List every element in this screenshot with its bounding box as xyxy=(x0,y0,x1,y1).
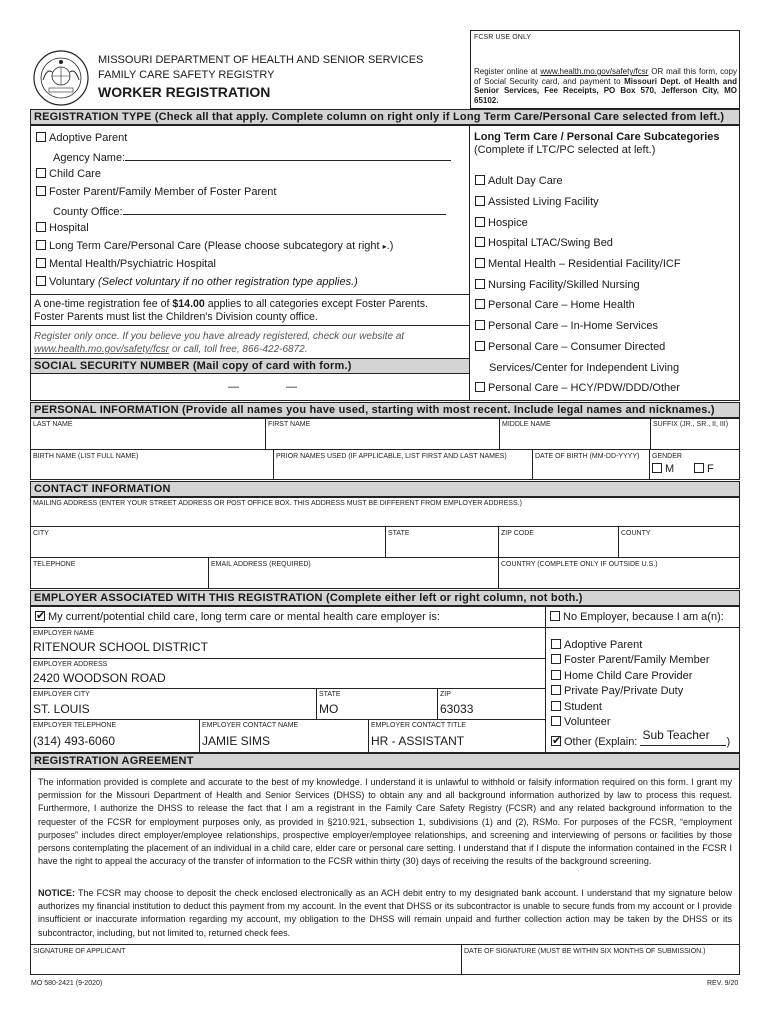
signature-col xyxy=(461,944,462,975)
county-office-label: County Office: xyxy=(53,206,123,218)
mh-residential-label: Mental Health – Residential Facility/ICF xyxy=(488,258,681,270)
check-mh-residential[interactable] xyxy=(475,258,681,270)
gender-female-option[interactable] xyxy=(694,463,714,475)
checkbox[interactable] xyxy=(475,320,485,330)
employer-heading: EMPLOYER ASSOCIATED WITH THIS REGISTRATION (Complete either left or right column, not both.) xyxy=(30,590,740,606)
employer-contact-name-label: EMPLOYER CONTACT NAME xyxy=(202,722,299,729)
no-emp-home-child-care[interactable] xyxy=(551,670,692,682)
ltc-suffix: .) xyxy=(386,240,394,252)
contact-col-4 xyxy=(208,557,209,589)
pc-in-home-label: Personal Care – In-Home Services xyxy=(488,320,658,332)
registration-type-heading: REGISTRATION TYPE (Check all that apply. Complete column on right only if Long Term Care/Personal Care selected from left.) xyxy=(30,109,740,125)
no-emp-foster-parent[interactable] xyxy=(551,654,709,666)
arrow-right-icon: ▸ xyxy=(382,242,387,251)
no-employer-option[interactable] xyxy=(550,611,724,623)
checkbox[interactable] xyxy=(694,463,704,473)
register-once-text: Register only once. If you believe you have already registered, check our website at xyxy=(34,331,405,342)
department-name: MISSOURI DEPARTMENT OF HEALTH AND SENIOR SERVICES xyxy=(98,54,424,66)
no-emp-adoptive-parent[interactable] xyxy=(551,639,642,651)
ltc-subcategories-subtitle: (Complete if LTC/PC selected at left.) xyxy=(474,144,656,156)
checkbox[interactable] xyxy=(475,175,485,185)
other-explain-value: Sub Teacher xyxy=(642,728,710,742)
check-adoptive-parent[interactable] xyxy=(36,132,127,144)
long-term-care-label: Long Term Care/Personal Care (Please choose subcategory at right xyxy=(49,240,380,252)
county-label: COUNTY xyxy=(621,530,651,537)
notice-paragraph xyxy=(38,887,732,940)
register-once-info xyxy=(34,330,404,356)
check-mental-health[interactable] xyxy=(36,258,216,270)
pc-home-health-label: Personal Care – Home Health xyxy=(488,299,635,311)
employer-address-value[interactable]: 2420 WOODSON ROAD xyxy=(33,671,166,685)
personal-info-heading: PERSONAL INFORMATION (Provide all names you have used, starting with most recent. Include legal names and nicknames.) xyxy=(30,402,740,418)
employer-col-d xyxy=(368,719,369,753)
notice-text: The FCSR may choose to deposit the check enclosed electronically as an ACH debit entry to my designated bank account. I understand that my signature below authorizes my financial institution to deduct this payment from my account. In the event that DHSS or its subcontractor is unable to secure funds from my account or I provide insufficient or inaccurate information regarding my account, my obligation to the DHSS will remain unpaid and further collection action may be taken by the DHSS or its subcontractor, including, but not limited to, returned check fees. xyxy=(38,888,732,938)
register-text-2: OR mail this form, copy of Social Security card, and payment to xyxy=(474,67,737,86)
birth-name-label: BIRTH NAME (LIST FULL NAME) xyxy=(33,453,139,460)
check-long-term-care[interactable] xyxy=(36,240,393,252)
no-emp-student-label: Student xyxy=(564,701,602,713)
agreement-heading: REGISTRATION AGREEMENT xyxy=(30,753,740,769)
signature-field[interactable] xyxy=(33,958,453,972)
form-title: WORKER REGISTRATION xyxy=(98,84,271,100)
hospice-label: Hospice xyxy=(488,217,528,229)
voluntary-note: (Select voluntary if no other registration type applies.) xyxy=(97,276,358,288)
personal-row-divider xyxy=(30,449,740,450)
no-emp-volunteer[interactable] xyxy=(551,716,610,728)
notice-label: NOTICE: xyxy=(38,888,75,898)
checkbox[interactable] xyxy=(36,276,46,286)
register-url-link[interactable]: www.health.mo.gov/safety/fcsr xyxy=(540,67,649,76)
no-emp-adoptive-label: Adoptive Parent xyxy=(564,639,643,651)
checkbox[interactable] xyxy=(551,685,561,695)
registry-name: FAMILY CARE SAFETY REGISTRY xyxy=(98,69,275,81)
employer-zip-value[interactable]: 63033 xyxy=(440,702,474,716)
city-label: CITY xyxy=(33,530,49,537)
no-emp-private-pay-label: Private Pay/Private Duty xyxy=(564,685,684,697)
employer-telephone-label: EMPLOYER TELEPHONE xyxy=(33,722,117,729)
middle-name-label: MIDDLE NAME xyxy=(502,421,551,428)
employer-contact-title-label: EMPLOYER CONTACT TITLE xyxy=(371,722,466,729)
fee-amount: $14.00 xyxy=(172,298,205,310)
first-name-label: FIRST NAME xyxy=(268,421,311,428)
check-hospital-ltac[interactable] xyxy=(475,237,613,249)
prior-names-label: PRIOR NAMES USED (IF APPLICABLE, LIST FIRST AND LAST NAMES) xyxy=(276,453,507,460)
child-care-label: Child Care xyxy=(49,168,101,180)
no-emp-foster-label: Foster Parent/Family Member xyxy=(564,654,710,666)
checkbox[interactable] xyxy=(551,670,561,680)
check-adult-day-care[interactable] xyxy=(475,175,563,187)
adoptive-parent-label: Adoptive Parent xyxy=(49,132,128,144)
agency-name-field[interactable] xyxy=(53,150,451,164)
employer-telephone-value[interactable]: (314) 493-6060 xyxy=(33,734,116,748)
no-emp-volunteer-label: Volunteer xyxy=(564,716,611,728)
my-employer-label: My current/potential child care, long term care or mental health care employer is: xyxy=(48,611,440,623)
register-instructions xyxy=(474,67,737,105)
employer-contact-name-value[interactable]: JAMIE SIMS xyxy=(202,734,271,748)
mental-health-label: Mental Health/Psychiatric Hospital xyxy=(49,258,216,270)
contact-info-heading: CONTACT INFORMATION xyxy=(30,481,740,497)
check-pc-in-home[interactable] xyxy=(475,320,658,332)
mailing-address-label: MAILING ADDRESS (ENTER YOUR STREET ADDRESS OR POST OFFICE BOX. THIS ADDRESS MUST BE DIFFERENT FROM EMPLOYER ADDRESS.) xyxy=(33,500,522,507)
checkbox[interactable] xyxy=(475,382,485,392)
gender-label: GENDER xyxy=(652,453,682,460)
no-emp-home-child-care-label: Home Child Care Provider xyxy=(564,670,693,682)
signature-divider xyxy=(30,944,740,945)
checkbox[interactable] xyxy=(475,299,485,309)
ssn-heading: SOCIAL SECURITY NUMBER (Mail copy of card with form.) xyxy=(30,358,470,374)
no-emp-private-pay[interactable] xyxy=(551,685,683,697)
consumer-directed-line2: Services/Center for Independent Living xyxy=(489,362,680,374)
fee-divider xyxy=(30,294,469,295)
telephone-label: TELEPHONE xyxy=(33,561,76,568)
checkbox[interactable] xyxy=(36,222,46,232)
check-hospital[interactable] xyxy=(36,222,89,234)
personal-col-6 xyxy=(649,449,650,480)
checkbox[interactable] xyxy=(36,240,46,250)
employer-state-label: STATE xyxy=(319,691,341,698)
gender-m-label: M xyxy=(665,463,675,475)
checkbox[interactable] xyxy=(551,654,561,664)
employer-state-value[interactable]: MO xyxy=(319,702,339,716)
checkbox[interactable] xyxy=(475,341,485,351)
ssn-dash-2: — xyxy=(286,381,297,393)
other-close-paren: ) xyxy=(726,736,731,748)
contact-col-1 xyxy=(385,526,386,557)
checkbox[interactable] xyxy=(36,186,46,196)
check-nursing-facility[interactable] xyxy=(475,279,640,291)
employer-address-label: EMPLOYER ADDRESS xyxy=(33,661,108,668)
employer-row-1 xyxy=(30,658,545,659)
employer-row-2 xyxy=(30,688,545,689)
checkbox[interactable] xyxy=(550,611,560,621)
mail-address: Missouri Dept. of Health and Senior Services, Fee Receipts, PO Box 570, Jefferson City, MO 65102. xyxy=(474,76,738,105)
county-office-field[interactable] xyxy=(53,204,446,218)
pc-consumer-directed-label: Personal Care – Consumer Directed xyxy=(488,341,666,353)
check-foster-parent[interactable] xyxy=(36,186,276,198)
fee-text-1: A one-time registration fee of xyxy=(34,298,170,310)
state-label: STATE xyxy=(388,530,410,537)
agreement-paragraph: The information provided is complete and accurate to the best of my knowledge. I understand it is unlawful to withhold or falsify information required on this form. I grant my permission for the Missouri Department of Health and Senior Services (DHSS) to obtain any and all background information authorized by law to process this request. Furthermore, I authorize the DHSS to release the fact that I am a registrant in the Family Care Safety Registry (FCSR) and any related background information to the requester of the FCSR for employment purposes only, as provided in §210.921, subsection 1, subdivisions (1) and (2), RSMo. For purposes of the FCSR, “employment purposes” includes direct employer/employee relationships, prospective employer/employee relationships, and screening and interviewing of persons or facilities by those persons contemplating the placement of an individual in a child care, elder care or personal care setting. I understand that if I dispute the information contained in the FCSR I have the right to appeal the accuracy of the transfer of information to the FCSR within thirty (30) days of receiving the results of the background screening. xyxy=(38,777,732,867)
checkbox[interactable] xyxy=(475,279,485,289)
contact-col-3 xyxy=(618,526,619,557)
register-once-link[interactable]: www.health.mo.gov/safety/fcsr xyxy=(34,344,170,355)
ssn-dash-1: — xyxy=(228,381,239,393)
personal-col-1 xyxy=(265,418,266,449)
check-hospice[interactable] xyxy=(475,217,528,229)
personal-col-5 xyxy=(532,449,533,480)
employer-col-b xyxy=(437,688,438,719)
checkbox[interactable] xyxy=(652,463,662,473)
date-signature-label: DATE OF SIGNATURE (MUST BE WITHIN SIX MONTHS OF SUBMISSION.) xyxy=(464,948,706,955)
checkbox[interactable] xyxy=(551,701,561,711)
adult-day-care-label: Adult Day Care xyxy=(488,175,563,187)
no-emp-student[interactable] xyxy=(551,701,602,713)
employer-row-0 xyxy=(30,627,740,628)
employer-city-label: EMPLOYER CITY xyxy=(33,691,90,698)
check-pc-home-health[interactable] xyxy=(475,299,635,311)
checkbox[interactable] xyxy=(36,132,46,142)
fcsr-use-only-box xyxy=(470,30,740,109)
employer-divider xyxy=(545,606,546,753)
register-text-1: Register online at xyxy=(474,67,538,76)
no-employer-label: No Employer, because I am a(n): xyxy=(563,611,724,623)
checkbox[interactable] xyxy=(475,258,485,268)
fee-text-2: applies to all categories except Foster Parents. xyxy=(207,298,428,310)
personal-col-2 xyxy=(499,418,500,449)
form-number: MO 580-2421 (9-2020) xyxy=(31,980,103,987)
check-pc-hcy[interactable] xyxy=(475,382,680,394)
contact-col-5 xyxy=(498,557,499,589)
employer-city-value[interactable]: ST. LOUIS xyxy=(33,702,90,716)
foster-parent-label: Foster Parent/Family Member of Foster Parent xyxy=(49,186,277,198)
email-label: EMAIL ADDRESS (REQUIRED) xyxy=(211,561,311,568)
my-employer-option[interactable] xyxy=(35,611,440,623)
zip-label: ZIP CODE xyxy=(501,530,534,537)
checkbox[interactable] xyxy=(475,196,485,206)
employer-name-value[interactable]: RITENOUR SCHOOL DISTRICT xyxy=(33,640,208,654)
hospital-ltac-label: Hospital LTAC/Swing Bed xyxy=(488,237,613,249)
employer-row-3 xyxy=(30,719,545,720)
last-name-label: LAST NAME xyxy=(33,421,73,428)
fee-text-3: Foster Parents must list the Children's Division county office. xyxy=(34,311,318,323)
check-assisted-living[interactable] xyxy=(475,196,599,208)
fcsr-use-only-label: FCSR USE ONLY xyxy=(474,34,532,41)
check-voluntary[interactable] xyxy=(36,276,358,288)
gender-f-label: F xyxy=(707,463,714,475)
employer-zip-label: ZIP xyxy=(440,691,451,698)
agency-name-label: Agency Name: xyxy=(53,152,126,164)
date-signature-field[interactable] xyxy=(464,958,734,972)
employer-col-c xyxy=(199,719,200,753)
checkbox[interactable] xyxy=(36,258,46,268)
nursing-facility-label: Nursing Facility/Skilled Nursing xyxy=(488,279,640,291)
state-seal xyxy=(33,50,89,106)
checkbox[interactable] xyxy=(551,736,561,746)
dob-label: DATE OF BIRTH (MM-DD-YYYY) xyxy=(535,453,640,460)
suffix-label: SUFFIX (JR., SR., II, III) xyxy=(653,421,729,428)
voluntary-label: Voluntary xyxy=(49,276,95,288)
employer-col-a xyxy=(316,688,317,719)
checkbox[interactable] xyxy=(551,639,561,649)
country-label: COUNTRY (COMPLETE ONLY IF OUTSIDE U.S.) xyxy=(501,561,658,568)
register-once-phone: or call, toll free, 866-422-6872. xyxy=(171,344,308,355)
no-emp-other-label: Other (Explain: xyxy=(564,736,638,748)
signature-label: SIGNATURE OF APPLICANT xyxy=(33,948,126,955)
contact-col-2 xyxy=(498,526,499,557)
fee-info xyxy=(34,298,428,324)
assisted-living-label: Assisted Living Facility xyxy=(488,196,599,208)
employer-name-label: EMPLOYER NAME xyxy=(33,630,95,637)
other-explain-field[interactable] xyxy=(640,728,726,746)
hospital-label: Hospital xyxy=(49,222,89,234)
personal-col-4 xyxy=(273,449,274,480)
no-emp-other[interactable] xyxy=(551,728,731,748)
register-once-divider xyxy=(30,325,469,326)
checkbox[interactable] xyxy=(475,237,485,247)
checkbox[interactable] xyxy=(35,611,45,621)
contact-row-2 xyxy=(30,557,740,558)
checkbox[interactable] xyxy=(475,217,485,227)
employer-contact-title-value[interactable]: HR - ASSISTANT xyxy=(371,734,465,748)
ltc-subcategories-title: Long Term Care / Personal Care Subcategories xyxy=(474,131,720,143)
checkbox[interactable] xyxy=(36,168,46,178)
revision: REV. 9/20 xyxy=(707,980,739,987)
check-child-care[interactable] xyxy=(36,168,101,180)
checkbox[interactable] xyxy=(551,716,561,726)
pc-hcy-label: Personal Care – HCY/PDW/DDD/Other xyxy=(488,382,680,394)
gender-male-option[interactable] xyxy=(652,463,674,475)
personal-col-3 xyxy=(650,418,651,449)
check-pc-consumer-directed[interactable] xyxy=(475,341,665,353)
